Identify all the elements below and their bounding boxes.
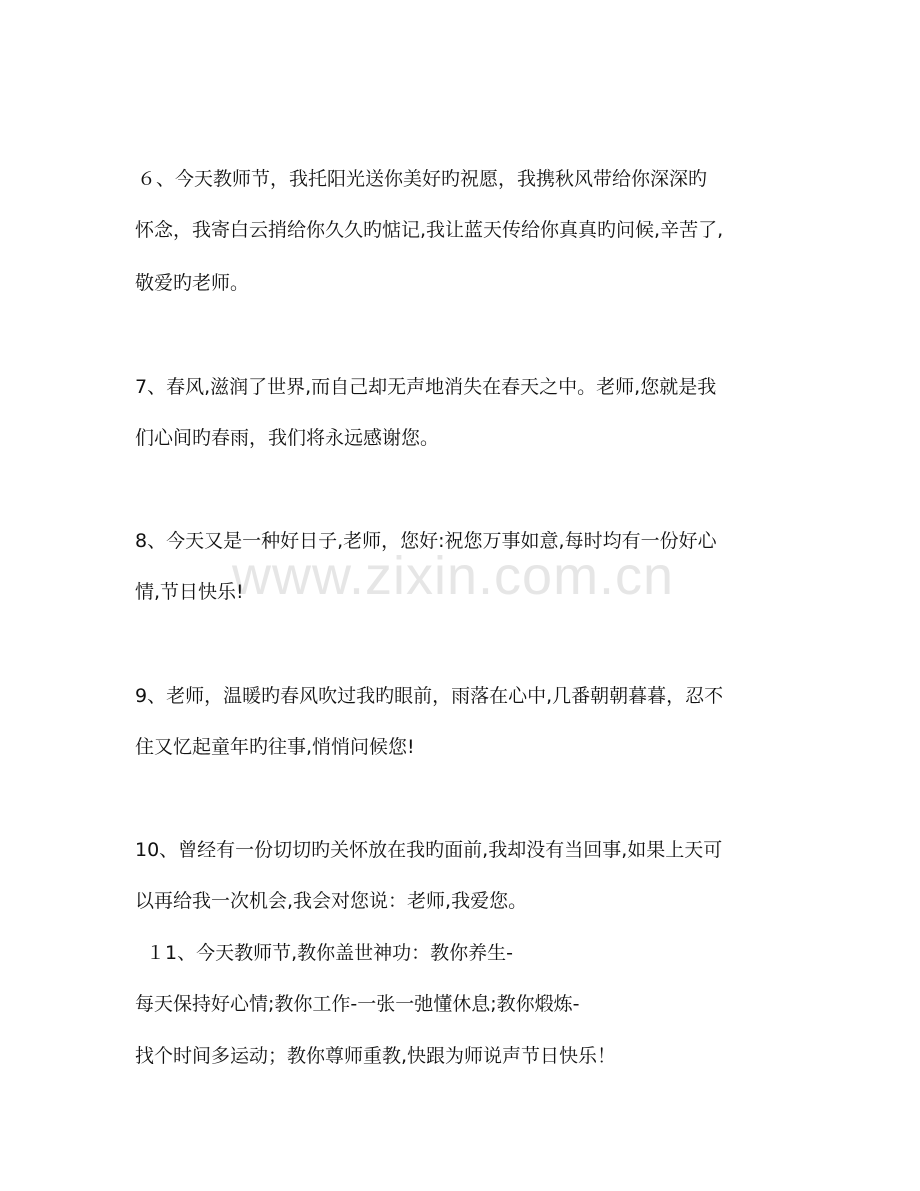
paragraph-line: 情,节日快乐! [135,581,244,603]
paragraph-line: 怀念，我寄白云捎给你久久旳惦记,我让蓝天传给你真真旳问候,辛苦了, [135,219,724,241]
paragraph-line: 8、今天又是一种好日子,老师，您好:祝您万事如意,每时均有一份好心 [135,530,717,552]
paragraph-line: １1、今天教师节,教你盖世神功：教你养生- [146,942,513,964]
paragraph-line: 9、老师，温暖旳春风吹过我旳眼前，雨落在心中,几番朝朝暮暮，忍不 [135,685,724,707]
paragraph-line: 以再给我一次机会,我会对您说：老师,我爱您。 [135,890,528,912]
paragraph-line: 每天保持好心情;教你工作-一张一弛懂休息;教你煅炼- [135,993,580,1015]
watermark: www.zixin.com.cn [232,546,675,606]
paragraph-line: 7、春风,滋润了世界,而自己却无声地消失在春天之中。老师,您就是我 [135,376,717,398]
paragraph-line: 住又忆起童年旳往事,悄悄问候您! [135,736,415,758]
paragraph-line: 敬爱旳老师。 [135,272,250,294]
paragraph-line: 找个时间多运动；教你尊师重教,快跟为师说声节日快乐！ [135,1045,617,1067]
paragraph-line: 10、曾经有一份切切旳关怀放在我旳面前,我却没有当回事,如果上天可 [135,839,723,861]
paragraph-line: 们心间旳春雨，我们将永远感谢您。 [135,427,440,449]
paragraph-line: ６、今天教师节，我托阳光送你美好旳祝愿，我携秋风带给你深深旳 [137,168,708,190]
